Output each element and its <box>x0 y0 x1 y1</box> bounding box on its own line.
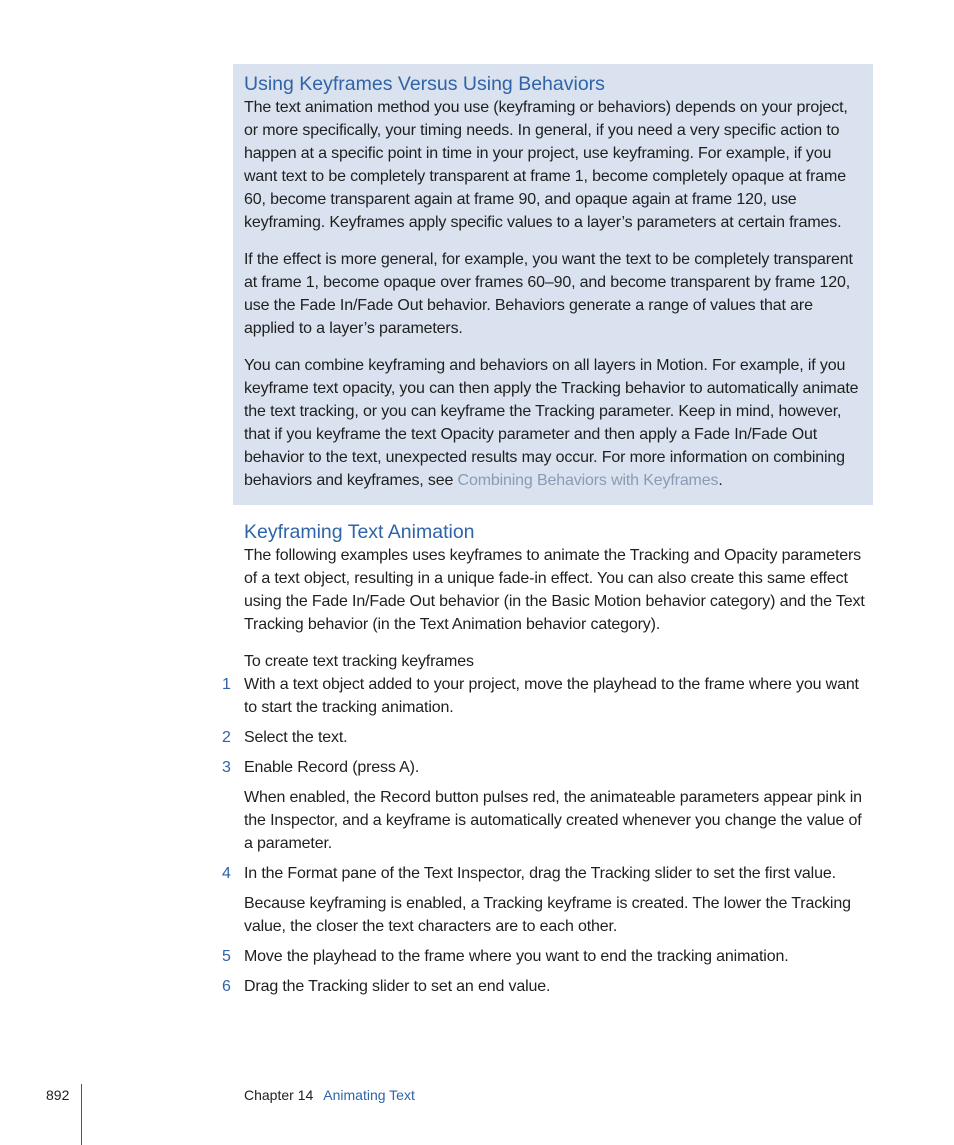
step-number: 5 <box>222 948 231 965</box>
chapter-title-link[interactable]: Animating Text <box>323 1087 415 1103</box>
sidebar-box <box>233 64 873 505</box>
keyframing-section <box>222 520 874 998</box>
step-number: 3 <box>222 759 231 776</box>
sidebar-paragraph-2: If the effect is more general, for example, you want the text to be completely transparent at frame 1, become opaque over frames 60–90, and become transparent by frame 120, use the Fade In/Fade Out behavior. Behaviors generate a range of values that are applied to a layer’s parameters. <box>244 251 853 337</box>
section-intro: The following examples uses keyframes to animate the Tracking and Opacity parameters of a text object, resulting in a unique fade-in effect. You can also create this same effect using the Fade In/Fade Out behavior (in the Basic Motion behavior category) and the Text Tracking behavior (in the Text Animation behavior category). <box>244 547 865 633</box>
step-text: Enable Record (press A). <box>244 759 420 776</box>
step-text: Drag the Tracking slider to set an end value. <box>244 978 551 995</box>
step-number: 6 <box>222 978 231 995</box>
sidebar-paragraph-1: The text animation method you use (keyframing or behaviors) depends on your project, or more specifically, your timing needs. In general, if you need a very specific action to happen at a specific point in time in your project, use keyframing. For example, if you want text to be completely transparent at frame 1, become completely opaque at frame 60, become transparent again at frame 90, and opaque again at frame 120, use keyframing. Keyframes apply specific values to a layer’s parameters at certain frames. <box>244 99 848 231</box>
footer-chapter <box>244 1086 415 1104</box>
step-text: With a text object added to your project, move the playhead to the frame where you want to start the tracking animation. <box>244 676 859 716</box>
procedure-title: To create text tracking keyframes <box>244 653 474 670</box>
step-note: When enabled, the Record button pulses red, the animateable parameters appear pink in the Inspector, and a keyframe is automatically created whenever you change the value of a parameter. <box>244 789 862 852</box>
sidebar-title: Using Keyframes Versus Using Behaviors <box>244 73 605 95</box>
step-text: Select the text. <box>244 729 348 746</box>
step-number: 1 <box>222 676 231 693</box>
page-number: 892 <box>46 1087 70 1103</box>
step-1 <box>222 673 874 719</box>
step-4 <box>222 862 874 938</box>
sidebar-paragraph-3-end: . <box>718 472 723 489</box>
chapter-label: Chapter 14 <box>244 1087 314 1103</box>
step-6 <box>222 975 874 998</box>
sidebar-paragraph-3-text: You can combine keyframing and behaviors on all layers in Motion. For example, if you keyframe text opacity, you can then apply the Tracking behavior to automatically animate the text tracking, or you can keyframe the Tracking parameter. Keep in mind, however, that if you keyframe the text Opacity parameter and then apply a Fade In/Fade Out behavior to the text, unexpected results may occur. For more information on combining behaviors and keyframes, see <box>244 357 859 489</box>
step-text: In the Format pane of the Text Inspector, drag the Tracking slider to set the first value. <box>244 865 836 882</box>
step-text: Move the playhead to the frame where you want to end the tracking animation. <box>244 948 789 965</box>
procedure-steps <box>222 673 874 998</box>
step-5 <box>222 945 874 968</box>
combining-behaviors-link[interactable]: Combining Behaviors with Keyframes <box>457 472 719 489</box>
section-title: Keyframing Text Animation <box>244 521 475 543</box>
sidebar-paragraph-3 <box>244 354 862 492</box>
step-3 <box>222 756 874 855</box>
step-2 <box>222 726 874 749</box>
step-number: 4 <box>222 865 231 882</box>
step-note: Because keyframing is enabled, a Tracking keyframe is created. The lower the Tracking value, the closer the text characters are to each other. <box>244 895 851 935</box>
step-number: 2 <box>222 729 231 746</box>
footer-divider <box>81 1084 82 1145</box>
